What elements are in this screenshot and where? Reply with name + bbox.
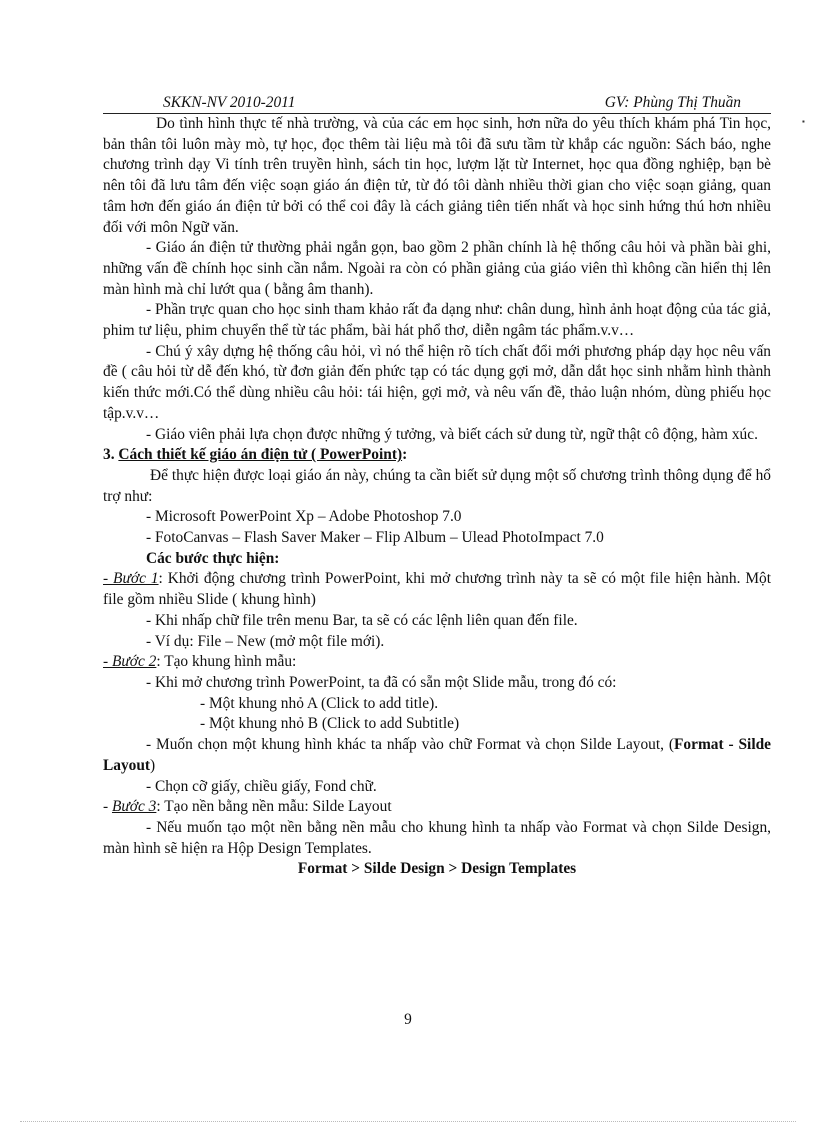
- step-1-label: - Bước 1: [103, 570, 159, 588]
- step-3: [103, 797, 771, 818]
- list-item: - Khi nhấp chữ file trên menu Bar, ta sẽ có các lệnh liên quan đến file.: [146, 611, 578, 629]
- section-colon: :: [402, 446, 408, 464]
- step-1-text: : Khởi động chương trình PowerPoint, khi mở chương trình này ta sẽ có một file hiện hành. Một file gồm nhiều Slide ( khung hình): [103, 570, 772, 609]
- document-page: [103, 92, 771, 880]
- list-item: - Một khung nhỏ A (Click to add title).: [200, 694, 439, 712]
- section-heading: [103, 445, 771, 466]
- paragraph: - Giáo án điện tử thường phải ngắn gọn, bao gồm 2 phần chính là hệ thống câu hỏi và phần bài ghi, những vấn đề chính học sinh cần nắm. Ngoài ra còn có phần giảng của giáo viên thì không cần hiển thị lên màn hình mà chỉ lướt qua ( bằng âm thanh).: [103, 239, 771, 298]
- header-left: SKKN-NV 2010-2011: [163, 94, 296, 111]
- list-item: - FotoCanvas – Flash Saver Maker – Flip Album – Ulead PhotoImpact 7.0: [146, 529, 604, 547]
- list-item: - Chọn cỡ giấy, chiều giấy, Fond chữ.: [146, 777, 377, 795]
- page-break-divider: [20, 1121, 796, 1122]
- menu-path-caption: Format > Silde Design > Design Templates: [297, 860, 577, 878]
- paragraph: [103, 735, 771, 776]
- list-item: - Ví dụ: File – New (mở một file mới).: [146, 632, 385, 650]
- paragraph: Để thực hiện được loại giáo án này, chúng ta cần biết sử dụng một số chương trình thông dụng để hổ trợ như:: [103, 466, 771, 505]
- menu-path: Format - Silde Layout: [103, 736, 771, 774]
- section-number: 3.: [103, 446, 119, 464]
- section-title: Cách thiết kế giáo án điện tử ( PowerPoint): [118, 446, 403, 464]
- steps-title: Các bước thực hiện:: [146, 549, 280, 567]
- list-item: - Microsoft PowerPoint Xp – Adobe Photoshop 7.0: [146, 508, 462, 526]
- step-2-label: - Bước 2: [103, 653, 157, 671]
- step-3-text: : Tạo nền bằng nền mẫu: Silde Layout: [156, 798, 392, 816]
- paragraph: Do tình hình thực tế nhà trường, và của các em học sinh, hơn nữa do yêu thích khám phá Tin học, bản thân tôi luôn mày mò, tự học, đọc thêm tài liệu mà tôi đã sưu tầm từ khắp các nguồn: Sách báo, nghe chương trình dạy Vi tính trên truyền hình, sách tin học, lượm lặt từ Internet, học qua đồng nghiệp, bạn bè nên tôi đã lưu tâm đến việc soạn giáo án điện tử, từ đó tôi dành nhiều thời gian cho việc soạn giảng, quan tâm hơn đến giáo án điện tử bởi có thể coi đây là cách giảng tiên tiến nhất và học sinh hứng thú hơn nhiều đối với môn Ngữ văn.: [103, 115, 771, 236]
- paragraph: - Phần trực quan cho học sinh tham khảo rất đa dạng như: chân dung, hình ảnh hoạt động của tác giả, phim tư liệu, phim chuyển thể từ tác phẩm, bài hát phổ thơ, diễn ngâm tác phẩm.v.v…: [103, 301, 771, 340]
- step-1: [103, 569, 771, 610]
- page-corner-mark: ▪: [802, 117, 805, 126]
- list-item: - Một khung nhỏ B (Click to add Subtitle): [200, 715, 460, 733]
- page-number: 9: [404, 1011, 412, 1028]
- paragraph: - Chú ý xây dựng hệ thống câu hỏi, vì nó thể hiện rõ tích chất đổi mới phương pháp dạy học nêu vấn đề ( câu hỏi từ dễ đến khó, từ đơn giản đến phức tạp có tác dụng gợi mở, dẫn dắt học sinh nhằm hình thành kiến thức mới.Có thể dùng nhiều câu hỏi: tái hiện, gợi mở, và nêu vấn đề, thảo luận nhóm, dùng phiếu học tập.v.v…: [103, 342, 771, 422]
- step-3-dash: -: [103, 798, 112, 816]
- list-item: - Khi mở chương trình PowerPoint, ta đã có sẵn một Slide mẫu, trong đó có:: [146, 673, 617, 691]
- page-header: [103, 92, 771, 114]
- paragraph: - Giáo viên phải lựa chọn được những ý tưởng, và biết cách sử dung từ, ngữ thật cô động, hàm xúc.: [146, 425, 758, 443]
- header-right: GV: Phùng Thị Thuần: [604, 94, 741, 111]
- step-2-text: : Tạo khung hình mẫu:: [156, 653, 297, 671]
- step-2: [103, 652, 771, 673]
- paragraph-text: - Muốn chọn một khung hình khác ta nhấp vào chữ Format và chọn Silde Layout, (: [146, 736, 675, 754]
- paragraph: - Nếu muốn tạo một nền bằng nền mẫu cho khung hình ta nhấp vào Format và chọn Silde Design, màn hình sẽ hiện ra Hộp Design Templates.: [103, 818, 771, 857]
- step-3-label: Bước 3: [111, 798, 157, 816]
- paragraph-text: ): [150, 756, 156, 774]
